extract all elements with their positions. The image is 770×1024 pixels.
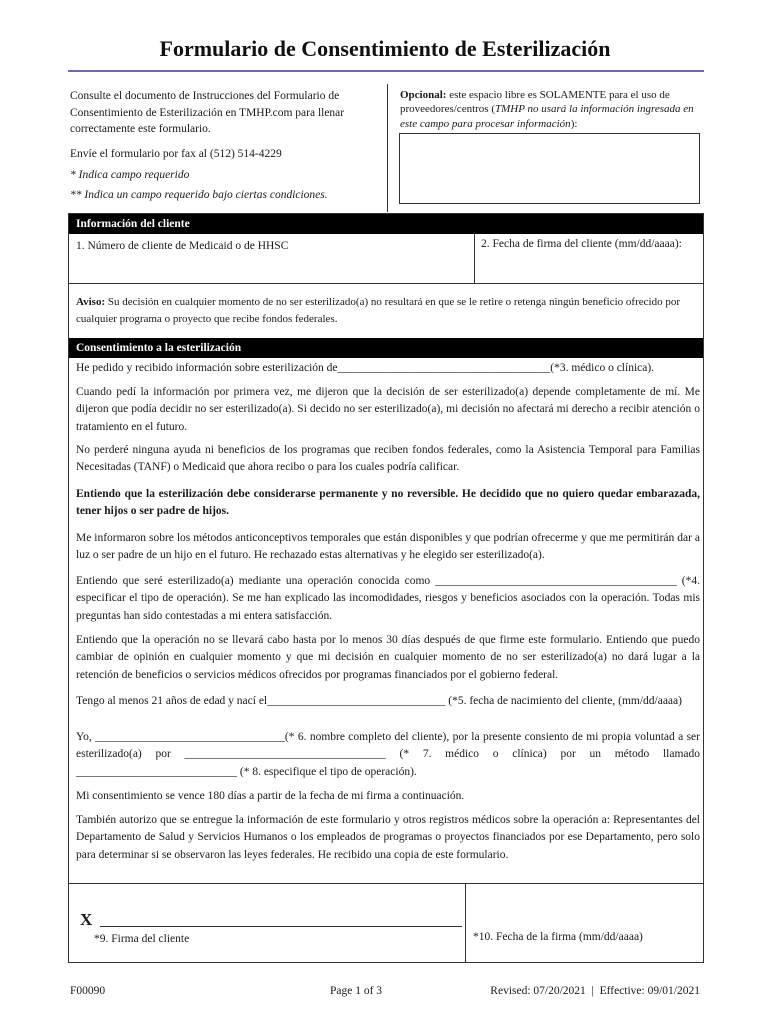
consent-p8: Tengo al menos 21 años de edad y nací el_______________________________ (*5. fecha de nacimiento del cliente, (mm/dd/aaaa) — [76, 695, 682, 707]
title-rule — [68, 70, 704, 72]
consent-p6: Entiendo que seré esterilizado(a) mediante una operación conocida como __________________________________________ (*4. especificar el tipo de operación). Se me han explicado las incomodidades, riesgos y beneficios asociados con la operación. Todas mis preguntas han sido contestadas a mi entera satisfacción. — [76, 575, 700, 622]
intro-divider — [387, 84, 388, 212]
consent-p1: He pedido y recibido información sobre esterilización de_____________________________________(*3. médico o clínica). — [76, 362, 655, 374]
consent-header: Consentimiento a la esterilización — [69, 338, 703, 358]
client-signature-label: *9. Firma del cliente — [94, 933, 190, 945]
intro-instructions — [70, 88, 380, 208]
page-title: Formulario de Consentimiento de Esterilización — [159, 36, 611, 61]
consent-p7: Entiendo que la operación no se llevará cabo hasta por lo menos 30 días después de que firme este formulario. Entiendo que puedo cambiar de opinión en cualquier momento y que mi decisión en cualquier momento de no ser esterilizado(a) no dará lugar a la retención de beneficios o servicios médicos ofrecidos por programas financiados por el gobierno federal. — [76, 634, 700, 681]
optional-provider-field[interactable] — [399, 133, 700, 204]
consent-p9: Yo, _________________________________(* 6. nombre completo del cliente), por la presente consiento de mi propia voluntad a ser esterilizado(a) por ___________________________________ (* 7. médico o clínica) por un método llamado ____________________________ (* 8. especifique el tipo de operación). — [76, 731, 700, 778]
optional-label: Opcional: — [400, 89, 447, 101]
revision-info: Revised: 07/20/2021 | Effective: 09/01/2021 — [490, 985, 700, 997]
optional-end: ): — [570, 117, 578, 130]
consent-p10: Mi consentimiento se vence 180 días a partir de la fecha de mi firma a continuación. — [76, 790, 465, 802]
conditional-note: ** Indica un campo requerido bajo ciertas condiciones. — [70, 189, 328, 202]
optional-italic: TMHP no usará la información ingresada en este campo para procesar información — [400, 103, 694, 130]
consent-p3: No perderé ninguna ayuda ni beneficios de los programas que reciben fondos federales, como la Asistencia Temporal para Familias Necesitadas (TANF) o Medicaid que ahora recibo o para los cuales podría calificar. — [76, 444, 700, 474]
medicaid-number-label: 1. Número de cliente de Medicaid o de HHSC — [76, 240, 289, 252]
fax-text: Envíe el formulario por fax al (512) 514-4229 — [70, 148, 282, 161]
row-divider — [69, 283, 703, 284]
client-info-header: Información del cliente — [69, 214, 703, 234]
consent-p4: Entiendo que la esterilización debe considerarse permanente y no reversible. He decidido que no quiero quedar embarazada, tener hijos o ser padre de hijos. — [76, 488, 700, 518]
signature-column-divider — [465, 883, 466, 963]
page-number: Page 1 of 3 — [330, 985, 383, 997]
notice-text: Aviso: Su decisión en cualquier momento de no ser esterilizado(a) no resultará en que se le retire o retenga ningún beneficio ofrecido por cualquier programa o proyecto que recibe fondos federales. — [76, 296, 680, 326]
consent-p11: También autorizo que se entregue la información de este formulario y otros registros médicos sobre la operación a: Representantes del Departamento de Salud y Servicios Humanos o los empleados de programas o proyectos financiados por ese Departamento, pero solo para determinar si se observaron las leyes federales. He recibido una copia de este formulario. — [76, 814, 700, 861]
field-divider — [474, 234, 475, 283]
client-sign-date-label: 2. Fecha de firma del cliente (mm/dd/aaaa): — [481, 238, 682, 250]
consent-p2: Cuando pedí la información por primera vez, me dijeron que la decisión de ser esterilizado(a) depende completamente de mí. Me dijeron que podía decidir no ser esterilizado(a). Si decido no ser esterilizado(a), mi decisión no afectará mi derecho a recibir atención o tratamiento en el futuro. — [76, 386, 700, 433]
optional-text: este espacio libre es SOLAMENTE para el uso de proveedores/centros ( — [400, 89, 670, 116]
required-note: * Indica campo requerido — [70, 168, 190, 181]
form-number: F00090 — [70, 985, 106, 997]
signature-divider — [69, 883, 703, 884]
instructions-text: Consulte el documento de Instrucciones del Formulario de Consentimiento de Esterilización en TMHP.com para llenar correctamente este formulario. — [70, 90, 345, 136]
client-signature-field[interactable] — [100, 926, 462, 927]
signature-date-label: *10. Fecha de la firma (mm/dd/aaaa) — [473, 931, 643, 943]
consent-form — [68, 213, 704, 963]
consent-p5: Me informaron sobre los métodos anticonceptivos temporales que están disponibles y que podrían ofrecerme y que me permitirán dar a luz o ser padre de un hijo en el futuro. He rechazado estas alternativas y he elegido ser esterilizado(a). — [76, 532, 700, 562]
signature-x-mark: X — [80, 910, 93, 929]
optional-note — [400, 88, 705, 131]
